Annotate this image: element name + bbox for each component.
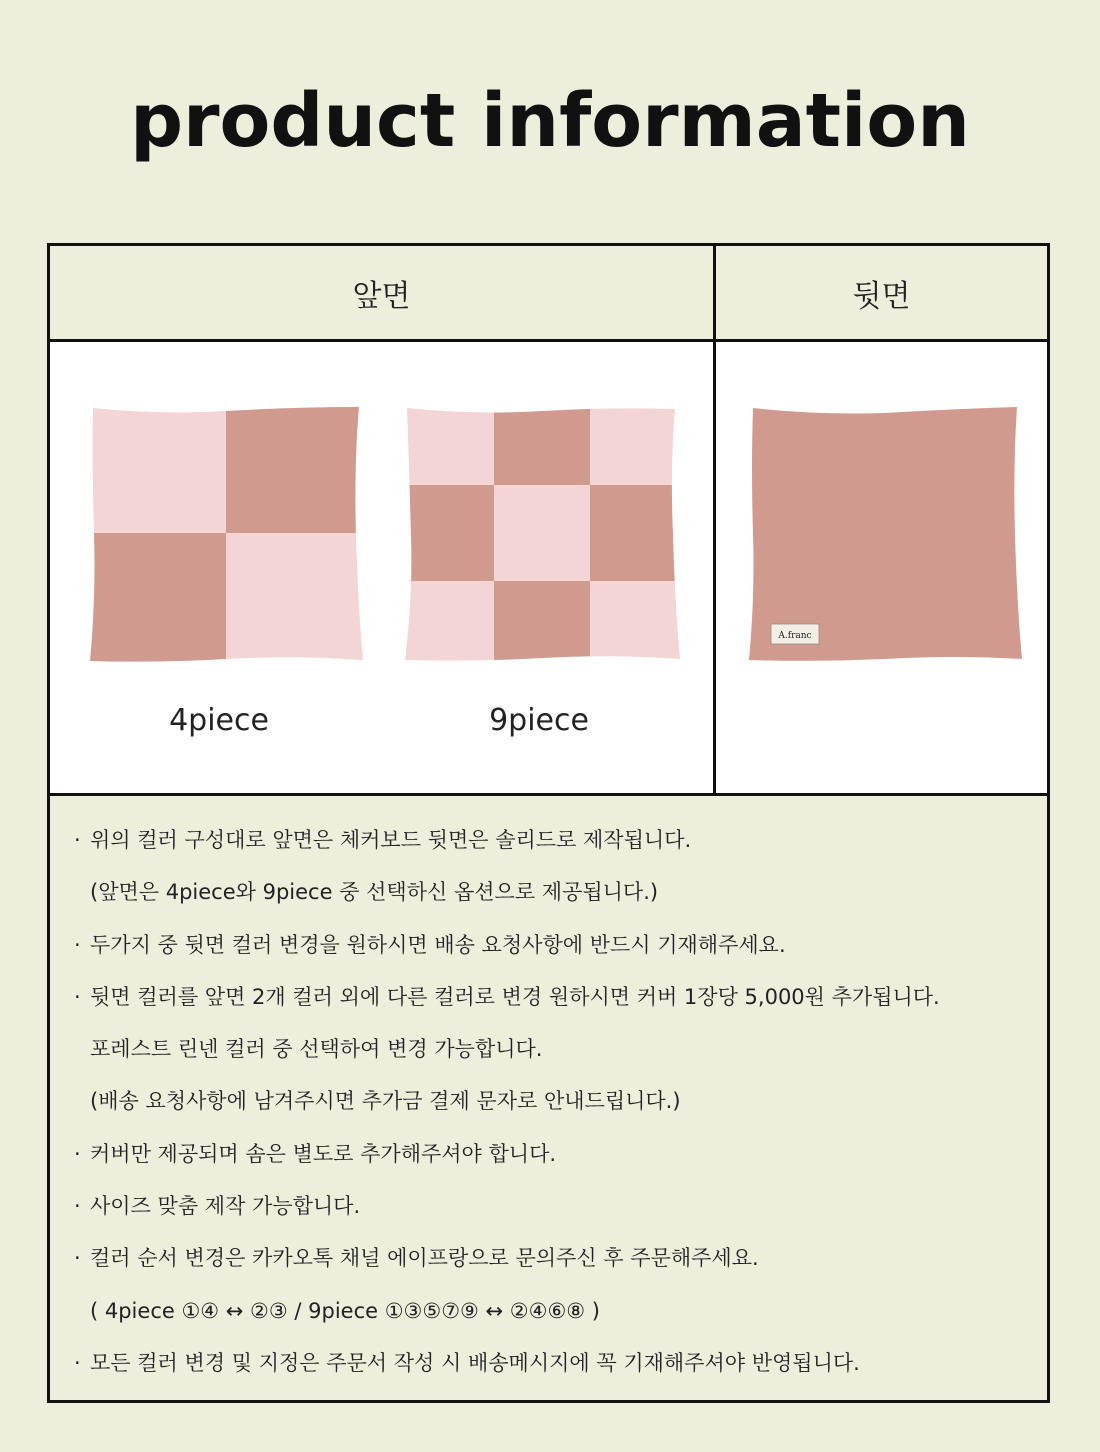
pillow-back-image [747,405,1023,665]
note-item: · 컬러 순서 변경은 카카오톡 채널 에이프랑으로 문의주신 후 주문해주세요. [50,1238,1047,1290]
caption-4piece: 4piece [169,703,269,738]
back-image-cell [716,342,1047,796]
pillow-9-tile-9 [590,581,681,665]
pillow-9-tile-8 [494,581,590,665]
pillow-4piece-image [88,405,364,665]
pillow-4-tile-2 [226,405,364,533]
pillow-9-tile-5 [494,485,590,581]
note-item: · 두가지 중 뒷면 컬러 변경을 원하시면 배송 요청사항에 반드시 기재해주세요. [50,925,1047,977]
pillow-9-tile-6 [590,485,681,581]
note-item: · 뒷면 컬러를 앞면 2개 컬러 외에 다른 컬러로 변경 원하시면 커버 1장당 5,000원 추가됩니다. [50,977,1047,1029]
note-item: 포레스트 린넨 컬러 중 선택하여 변경 가능합니다. [90,1037,543,1062]
note-item: · 사이즈 맞춤 제작 가능합니다. [50,1186,1047,1238]
note-item: · 위의 컬러 구성대로 앞면은 체커보드 뒷면은 솔리드로 제작됩니다. [50,820,1047,872]
caption-9piece: 9piece [489,703,589,738]
pillow-9-tile-7 [405,581,494,665]
note-item: (앞면은 4piece와 9piece 중 선택하신 옵션으로 제공됩니다.) [90,880,659,905]
brand-label-text: A.franc [778,631,812,641]
product-info-table [47,243,1050,1403]
note-item: · 커버만 제공되며 솜은 별도로 추가해주셔야 합니다. [50,1134,1047,1186]
pillow-9-tile-4 [405,485,494,581]
note-item: (배송 요청사항에 남겨주시면 추가금 결제 문자로 안내드립니다.) [90,1089,681,1114]
back-header: 뒷면 [716,246,1047,342]
pillow-9-tile-1 [405,405,494,485]
note-item: ( 4piece ①④ ↔ ②③ / 9piece ①③⑤⑦⑨ ↔ ②④⑥⑧ ) [90,1298,600,1323]
page-title: product information [130,78,970,164]
pillow-4-tile-4 [226,533,364,665]
notes-list [50,796,1047,1395]
front-images-cell [50,342,716,796]
note-item: · 모든 컬러 변경 및 지정은 주문서 작성 시 배송메시지에 꼭 기재해주셔야 반영됩니다. [50,1343,1047,1395]
pillow-4-tile-1 [88,405,226,533]
pillow-9-tile-3 [590,405,681,485]
front-header: 앞면 [50,246,716,342]
pillow-4-tile-3 [88,533,226,665]
pillow-9piece-image [405,405,681,665]
pillow-9-tile-2 [494,405,590,485]
